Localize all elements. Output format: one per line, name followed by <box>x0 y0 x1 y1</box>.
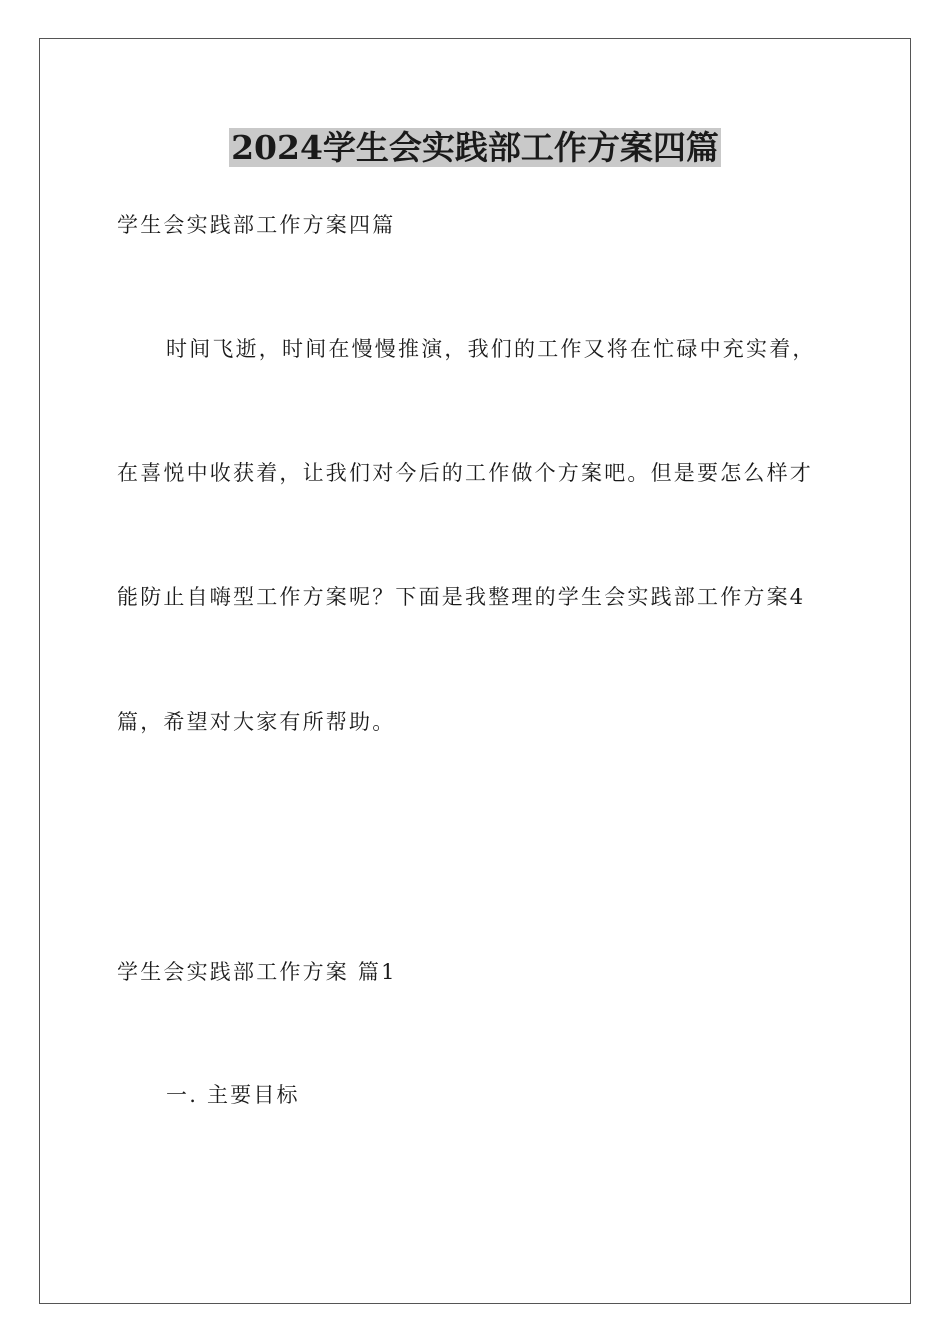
document-subtitle: 学生会实践部工作方案四篇 <box>117 213 396 237</box>
document-title <box>0 126 950 170</box>
intro-paragraph-line-3: 能防止自嗨型工作方案呢？下面是我整理的学生会实践部工作方案4 <box>117 585 806 609</box>
item-heading: 一. 主要目标 <box>166 1083 300 1107</box>
intro-paragraph-line-1: 时间飞逝，时间在慢慢推演，我们的工作又将在忙碌中充实着， <box>166 337 816 361</box>
document-title-text: 2024学生会实践部工作方案四篇 <box>231 128 719 167</box>
intro-paragraph-line-4: 篇，希望对大家有所帮助。 <box>117 710 396 734</box>
section-heading: 学生会实践部工作方案 篇1 <box>117 960 397 984</box>
intro-paragraph-line-2: 在喜悦中收获着，让我们对今后的工作做个方案吧。但是要怎么样才 <box>117 461 813 485</box>
